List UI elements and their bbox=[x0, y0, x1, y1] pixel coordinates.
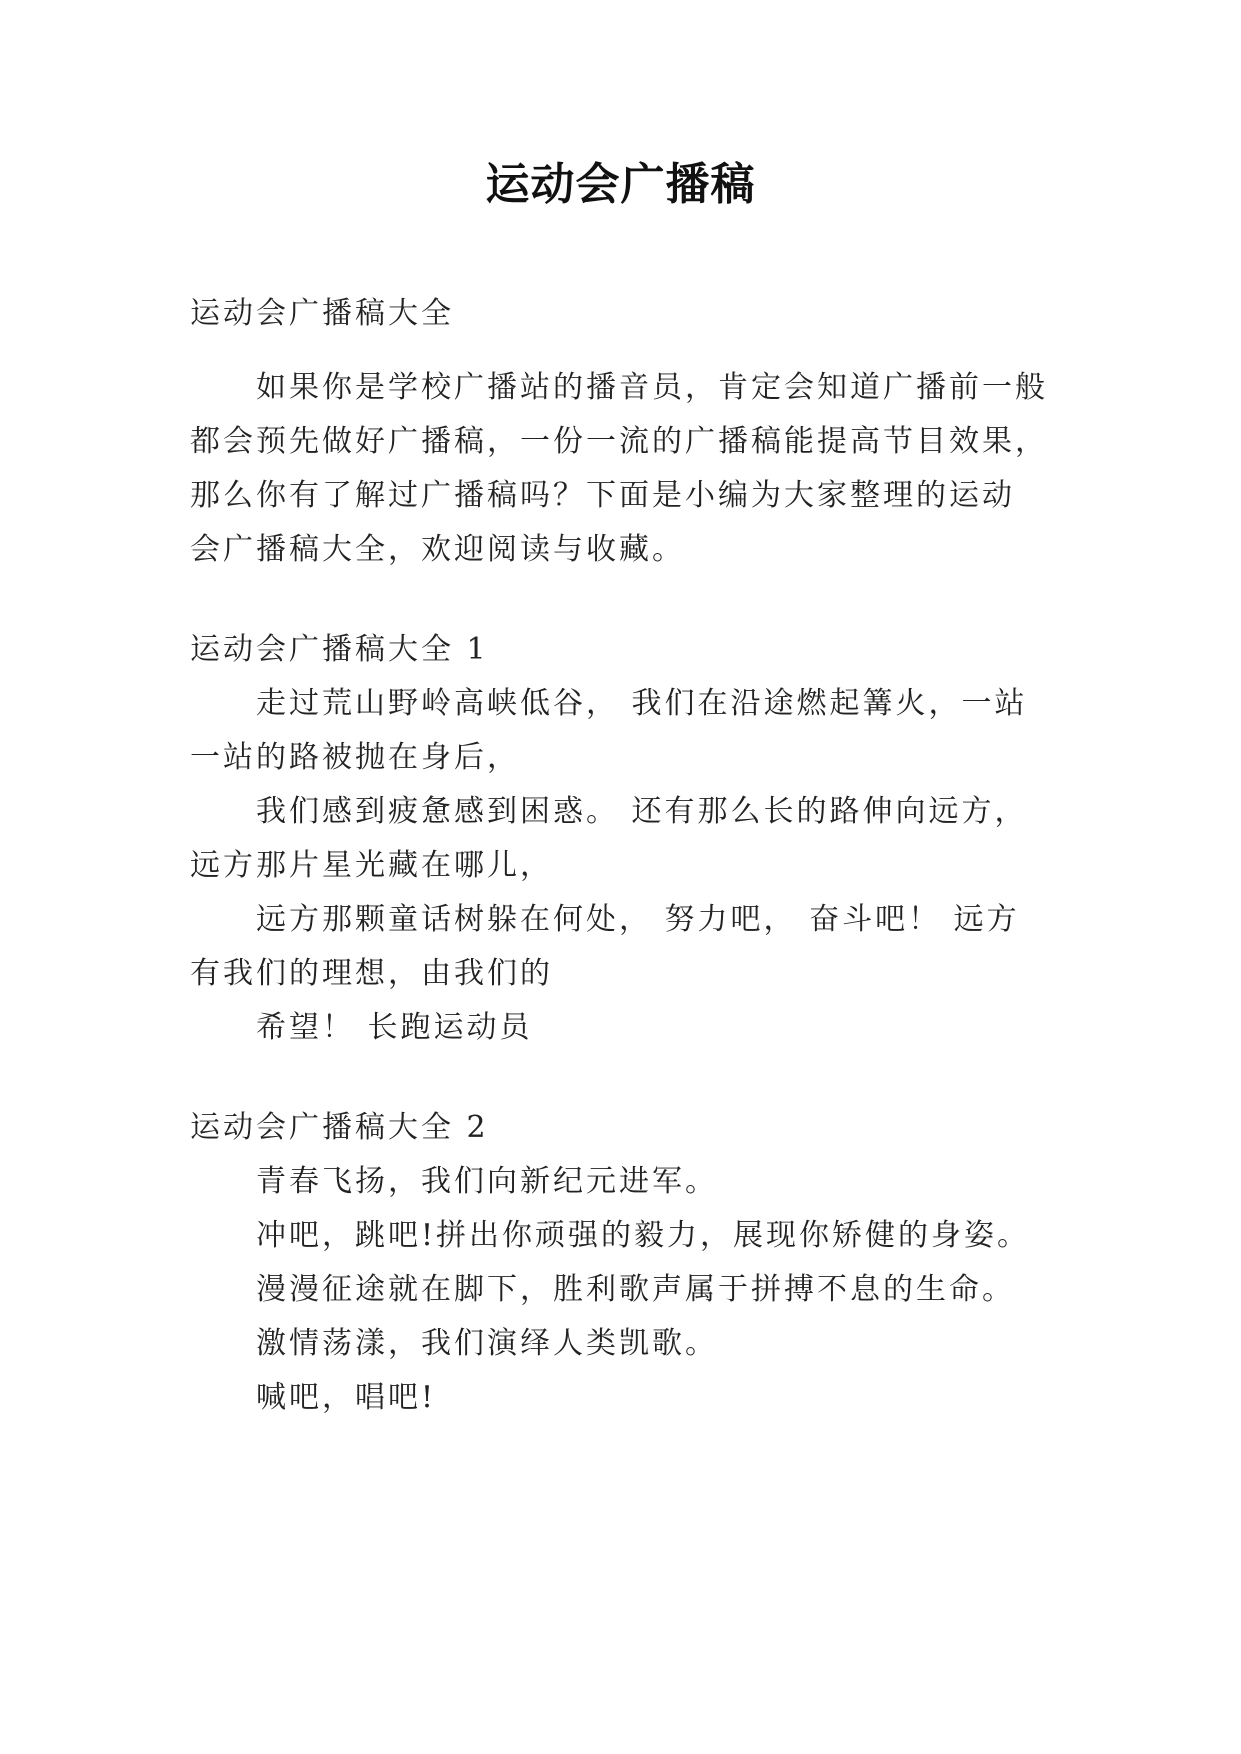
section-line: 我们感到疲惫感到困惑。 还有那么长的路伸向远方， bbox=[256, 794, 1028, 829]
section-line: 远方那颗童话树躲在何处， 努力吧， 奋斗吧！ 远方 bbox=[256, 902, 1020, 937]
section-heading: 运动会广播稿大全 2 bbox=[190, 1110, 489, 1145]
intro-line: 那么你有了解过广播稿吗？下面是小编为大家整理的运动 bbox=[190, 478, 1015, 513]
intro-line: 如果你是学校广播站的播音员，肯定会知道广播前一般 bbox=[256, 370, 1048, 405]
section-line: 漫漫征途就在脚下，胜利歌声属于拼搏不息的生命。 bbox=[256, 1272, 1015, 1307]
section-line: 走过荒山野岭高峡低谷， 我们在沿途燃起篝火，一站 bbox=[256, 686, 1028, 721]
section-line: 激情荡漾，我们演绎人类凯歌。 bbox=[256, 1326, 718, 1361]
section-line: 喊吧，唱吧! bbox=[256, 1380, 437, 1415]
intro-line: 会广播稿大全，欢迎阅读与收藏。 bbox=[190, 532, 685, 567]
section-line: 青春飞扬，我们向新纪元进军。 bbox=[256, 1164, 718, 1199]
section-line: 一站的路被抛在身后， bbox=[190, 740, 520, 775]
section-line: 有我们的理想，由我们的 bbox=[190, 956, 553, 991]
section-line: 希望！ 长跑运动员 bbox=[256, 1010, 533, 1045]
section-line: 冲吧，跳吧!拼出你顽强的毅力，展现你矫健的身姿。 bbox=[256, 1218, 1031, 1253]
section-line: 远方那片星光藏在哪儿， bbox=[190, 848, 553, 883]
intro-line: 都会预先做好广播稿，一份一流的广播稿能提高节目效果， bbox=[190, 424, 1048, 459]
document-title: 运动会广播稿 bbox=[485, 159, 756, 210]
document-subtitle: 运动会广播稿大全 bbox=[190, 296, 454, 331]
section-heading: 运动会广播稿大全 1 bbox=[190, 632, 489, 667]
